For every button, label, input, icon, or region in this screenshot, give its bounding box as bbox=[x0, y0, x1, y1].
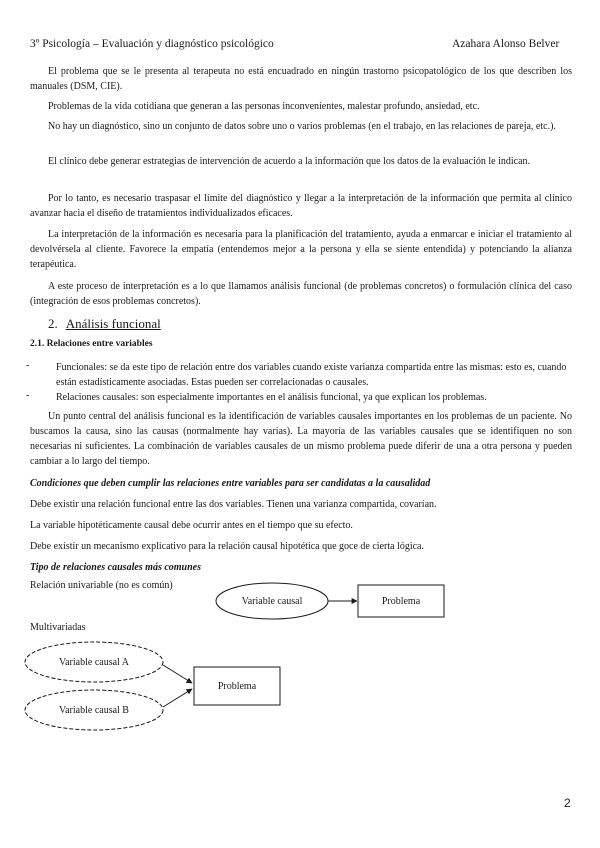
document-header-author: Azahara Alonso Belver bbox=[452, 38, 560, 50]
paragraph: A este proceso de interpretación es a lo que llamamos análisis funcional (de problemas concretos) o formulación clínica del caso (integración de esos problemas concretos). bbox=[30, 281, 572, 307]
univariable-effect-label: Problema bbox=[381, 596, 421, 607]
paragraph: Por lo tanto, es necesario traspasar el límite del diagnóstico y llegar a la interpretación de la información que permita al clínico avanzar hacia el diseño de tratamientos individualizados eficaces. bbox=[30, 193, 572, 219]
paragraph: La interpretación de la información es necesaria para la planificación del tratamiento, ayuda a enmarcar e iniciar el tratamiento al devolvérsela al cliente. Favorece la empatía (entendemos mejor a la persona y ella se siente entendida) y potenciando la alianza terapéutica. bbox=[30, 229, 572, 270]
subsection-heading: 2.1. Relaciones entre variables bbox=[30, 339, 153, 349]
page-number: 2 bbox=[564, 796, 571, 810]
section-title: Análisis funcional bbox=[65, 316, 161, 331]
univariable-cause-label: Variable causal bbox=[241, 596, 303, 607]
arrow-a bbox=[163, 665, 192, 683]
cause-b-label: Variable causal B bbox=[59, 705, 129, 716]
condition-item: Debe existir una relación funcional entre las dos variables. Tienen una varianza compartida, covarían. bbox=[30, 499, 437, 510]
list-item: Relaciones causales: son especialmente importantes en el análisis funcional, ya que explican los problemas. bbox=[56, 392, 487, 403]
list-item: Funcionales: se da este tipo de relación entre dos variables cuando existe varianza compartida entre las mismas: esto es, cuando están estadísticamente asociadas. Estas pueden ser correlacionadas o causales. bbox=[56, 362, 567, 388]
causal-types-heading: Tipo de relaciones causales más comunes bbox=[30, 562, 202, 573]
paragraph: No hay un diagnóstico, sino un conjunto de datos sobre uno o varios problemas (en el trabajo, en las relaciones de pareja, etc.). bbox=[48, 121, 556, 132]
paragraph: El clínico debe generar estrategias de intervención de acuerdo a la información que los datos de la evaluación le indican. bbox=[48, 156, 531, 167]
document-header-title: 3º Psicología – Evaluación y diagnóstico psicológico bbox=[30, 38, 274, 50]
paragraph: Un punto central del análisis funcional es la identificación de variables causales importantes en los problemas de un paciente. No buscamos la causa, sino las causas (normalmente hay varias). La mayoría de las variables causales que se identifiquen no son necesarias ni suficientes. La combinación de variables causales de un mismo problema puede diferir de una a otra persona y pueden cambiar a lo largo del tiempo. bbox=[30, 411, 572, 467]
bullet-marker: - bbox=[26, 360, 30, 371]
condition-item: La variable hipotéticamente causal debe ocurrir antes en el tiempo que su efecto. bbox=[30, 520, 353, 531]
paragraph: El problema que se le presenta al terapeuta no está encuadrado en ningún trastorno psicopatológico de los que describen los manuales (DSM, CIE). bbox=[30, 66, 572, 92]
arrow-b bbox=[163, 689, 192, 707]
paragraph: Problemas de la vida cotidiana que generan a las personas inconvenientes, malestar profundo, ansiedad, etc. bbox=[48, 101, 480, 112]
condition-item: Debe existir un mecanismo explicativo para la relación causal hipotética que goce de cierta lógica. bbox=[30, 541, 424, 552]
univariable-label: Relación univariable (no es común) bbox=[30, 580, 173, 591]
conditions-heading: Condiciones que deben cumplir las relaciones entre variables para ser candidatas a la causalidad bbox=[30, 478, 431, 489]
cause-a-label: Variable causal A bbox=[59, 657, 129, 668]
section-number: 2. bbox=[48, 316, 58, 331]
multi-effect-label: Problema bbox=[217, 681, 257, 692]
bullet-marker: - bbox=[26, 390, 30, 401]
multivariate-label: Multivariadas bbox=[30, 622, 86, 633]
